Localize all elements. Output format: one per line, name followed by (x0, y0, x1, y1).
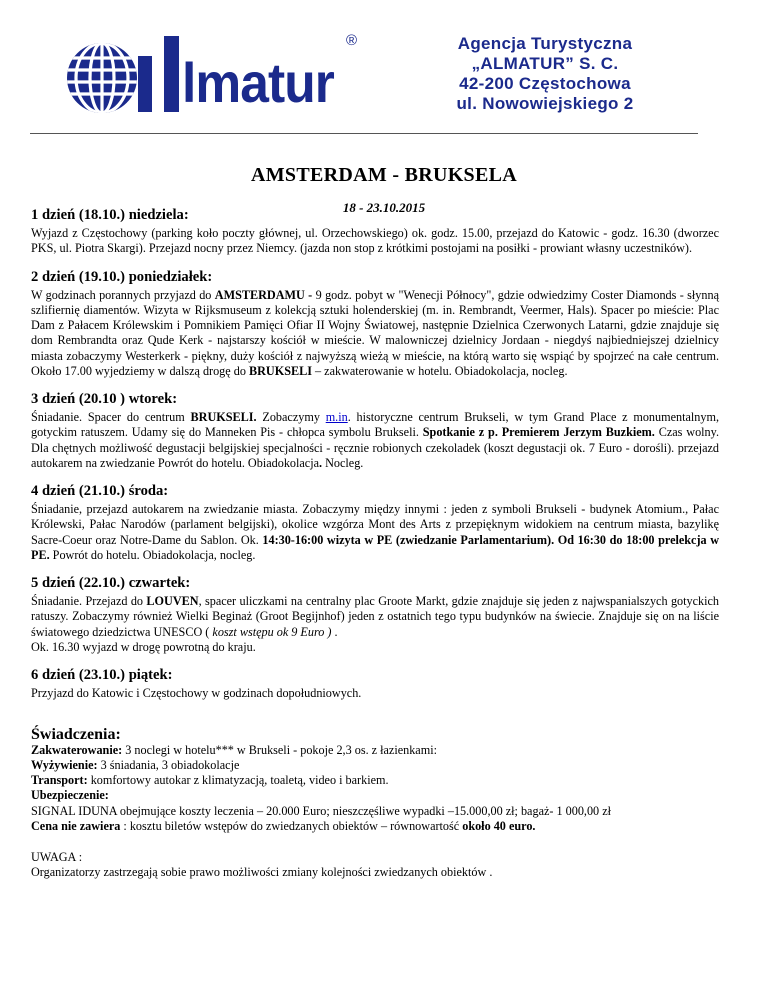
city-louven: LOUVEN (146, 594, 199, 609)
entry-cost: koszt wstępu ok 9 Euro ) (212, 624, 332, 639)
agency-line: ul. Nowowiejskiego 2 (456, 94, 634, 113)
agency-line: Agencja Turystyczna (457, 34, 633, 53)
accommodation: Zakwaterowanie: 3 noclegi w hotelu*** w Brukseli - pokoje 2,3 os. z łazienkami: (31, 742, 437, 757)
page-title: AMSTERDAM - BRUKSELA (250, 164, 518, 186)
price-exclusions: Cena nie zawiera : kosztu biletów wstępów do zwiedzanych obiektów – równowartość około 40 euro. (31, 818, 536, 833)
day-heading: 6 dzień (23.10.) piątek: (31, 667, 173, 684)
day-3 (31, 392, 719, 471)
transport: Transport: komfortowy autokar z klimatyzacją, toaletą, video i barkiem. (31, 773, 389, 788)
day-heading: 4 dzień (21.10.) środa: (31, 483, 169, 500)
services-heading: Świadczenia: (31, 726, 121, 744)
food: Wyżywienie: 3 śniadania, 3 obiadokolacje (31, 757, 240, 772)
day-heading: 3 dzień (20.10 ) wtorek: (31, 391, 178, 408)
city-brussels: BRUKSELI (248, 363, 312, 378)
premier-meeting: Spotkanie z p. Premierem Jerzym Buzkiem. (422, 425, 655, 440)
note-heading: UWAGA : (31, 849, 83, 864)
min-link[interactable]: m.in (325, 410, 348, 425)
day-text: Śniadanie. Spacer do centrum BRUKSELI. Zobaczymy m.in. historyczne centrum Brukseli, w tym Grand Place z monumentalnym, gotyckim ratuszem. Udamy się do Manneken Pis - chłopca symbolu Brukseli. Spotkanie z p. Premierem Jerzym Buzkiem. Czas wolny. Dla chętnych możliwość degustacji belgijskiej specjalności - ręcznie robionych czekoladek (koszt degustacji ok. 7 Euro - dorośli). przejazd autokarem na zwiedzanie Powrót do hotelu. Obiadokolacja. Nocleg. (31, 410, 719, 470)
itinerary (31, 208, 719, 880)
header-divider (30, 133, 698, 134)
agency-line: „ALMATUR” S. C. (471, 54, 619, 73)
globe-a-icon (58, 30, 186, 115)
trip-dates: 18 - 23.10.2015 (342, 200, 426, 215)
registered-mark: ® (346, 32, 358, 49)
day-heading: 1 dzień (18.10.) niedziela: (31, 207, 189, 223)
city-amsterdam: AMSTERDAMU - (214, 287, 313, 302)
almatur-logo (58, 30, 363, 115)
note-text: Organizatorzy zastrzegają sobie prawo możliwości zmiany kolejności zwiedzanych obiektów . (31, 865, 493, 880)
day-text: W godzinach porannych przyjazd do AMSTERDAMU - 9 godz. pobyt w "Wenecji Północy", gdzie odwiedzimy Coster Diamonds - słynną szlifiernię diamentów. Wizyta w Rijksmuseum z kolekcją sztuki holenderskiej (m. in. Rembrandt, Veermer, Hals). Spacer po mieście: Plac Dam z Pałacem Królewskim i Pomnikiem Pamięci Ofiar II Wojny Światowej, następnie Dzielnica Czerwonych Latarni, gdzie znajduje się dom Rembrandta oraz Qude Kerk - najstarszy kościół w mieście. W malowniczej dzielnicy Jordaan - niegdyś najbiedniejszej dzielnicy miasta zobaczymy Westerkerk - piękny, duży kościół z najwyższą wieżą w mieście, na którą warto się wspiąć by spojrzeć na całe centrum. Około 17.00 wyjedziemy w dalszą drogę do BRUKSELI – zakwaterowanie w hotelu. Obiadokolacja, nocleg. (31, 287, 720, 378)
day-1 (31, 208, 719, 257)
day-5 (31, 576, 719, 655)
note-section (31, 850, 719, 880)
day-heading: 2 dzień (19.10.) poniedziałek: (31, 268, 213, 285)
agency-address (420, 34, 670, 114)
logo-wordmark: lmatur (182, 51, 334, 114)
day-2 (31, 270, 719, 379)
agency-line: 42-200 Częstochowa (459, 74, 631, 93)
day-text: Wyjazd z Częstochowy (parking koło poczty głównej, ul. Orzechowskiego) ok. godz. 15.00, przejazd do Katowic - godz. 16.30 (dworzec PKS, ul. Piotra Skargi). Przejazd nocny przez Niemcy. (jazda non stop z krótkimi postojami na posiłki - prowiant własny uczestników). (31, 226, 719, 256)
day-4 (31, 484, 719, 563)
services-section (31, 727, 719, 833)
parliament-visit: 14:30-16:00 wizyta w PE (zwiedzanie Parlamentarium). Od 16:30 do 18:00 prelekcja w PE. (31, 532, 720, 562)
insurance-value: SIGNAL IDUNA obejmujące koszty leczenia – 20.000 Euro; nieszczęśliwe wypadki –15.000,00 zł; bagaż- 1 000,00 zł (31, 803, 611, 818)
day-heading: 5 dzień (22.10.) czwartek: (31, 575, 191, 592)
day-6 (31, 668, 719, 701)
day-text: Śniadanie, przejazd autokarem na zwiedzanie miasta. Zobaczymy między innymi : jeden z symboli Brukseli - budynek Atomium., Pałac Królewski, Pałac Narodów (parlament belgijski), okolice wzgórza Mont des Arts z przepięknym widokiem na centrum miasta, bazylikę Sacre-Coeur oraz Notre-Dame du Sablon. Ok. 14:30-16:00 wizyta w PE (zwiedzanie Parlamentarium). Od 16:30 do 18:00 prelekcja w PE. Powrót do hotelu. Obiadokolacja, nocleg. (31, 502, 720, 562)
insurance-label: Ubezpieczenie: (31, 788, 109, 803)
day-text: Śniadanie. Przejazd do LOUVEN, spacer uliczkami na centralny plac Groote Markt, gdzie znajduje się jeden z najwspanialszych gotyckich ratuszy. Zobaczymy również Wielki Beginaż (Groot Begijnhof) jeden z ostatnich tego typu budynków na świecie. Znajduje się on na liście światowego dziedzictwa UNESCO ( koszt wstępu ok 9 Euro ) . Ok. 16.30 wyjazd w drogę powrotną do kraju. (31, 594, 720, 654)
day-text: Przyjazd do Katowic i Częstochowy w godzinach dopołudniowych. (31, 686, 362, 701)
